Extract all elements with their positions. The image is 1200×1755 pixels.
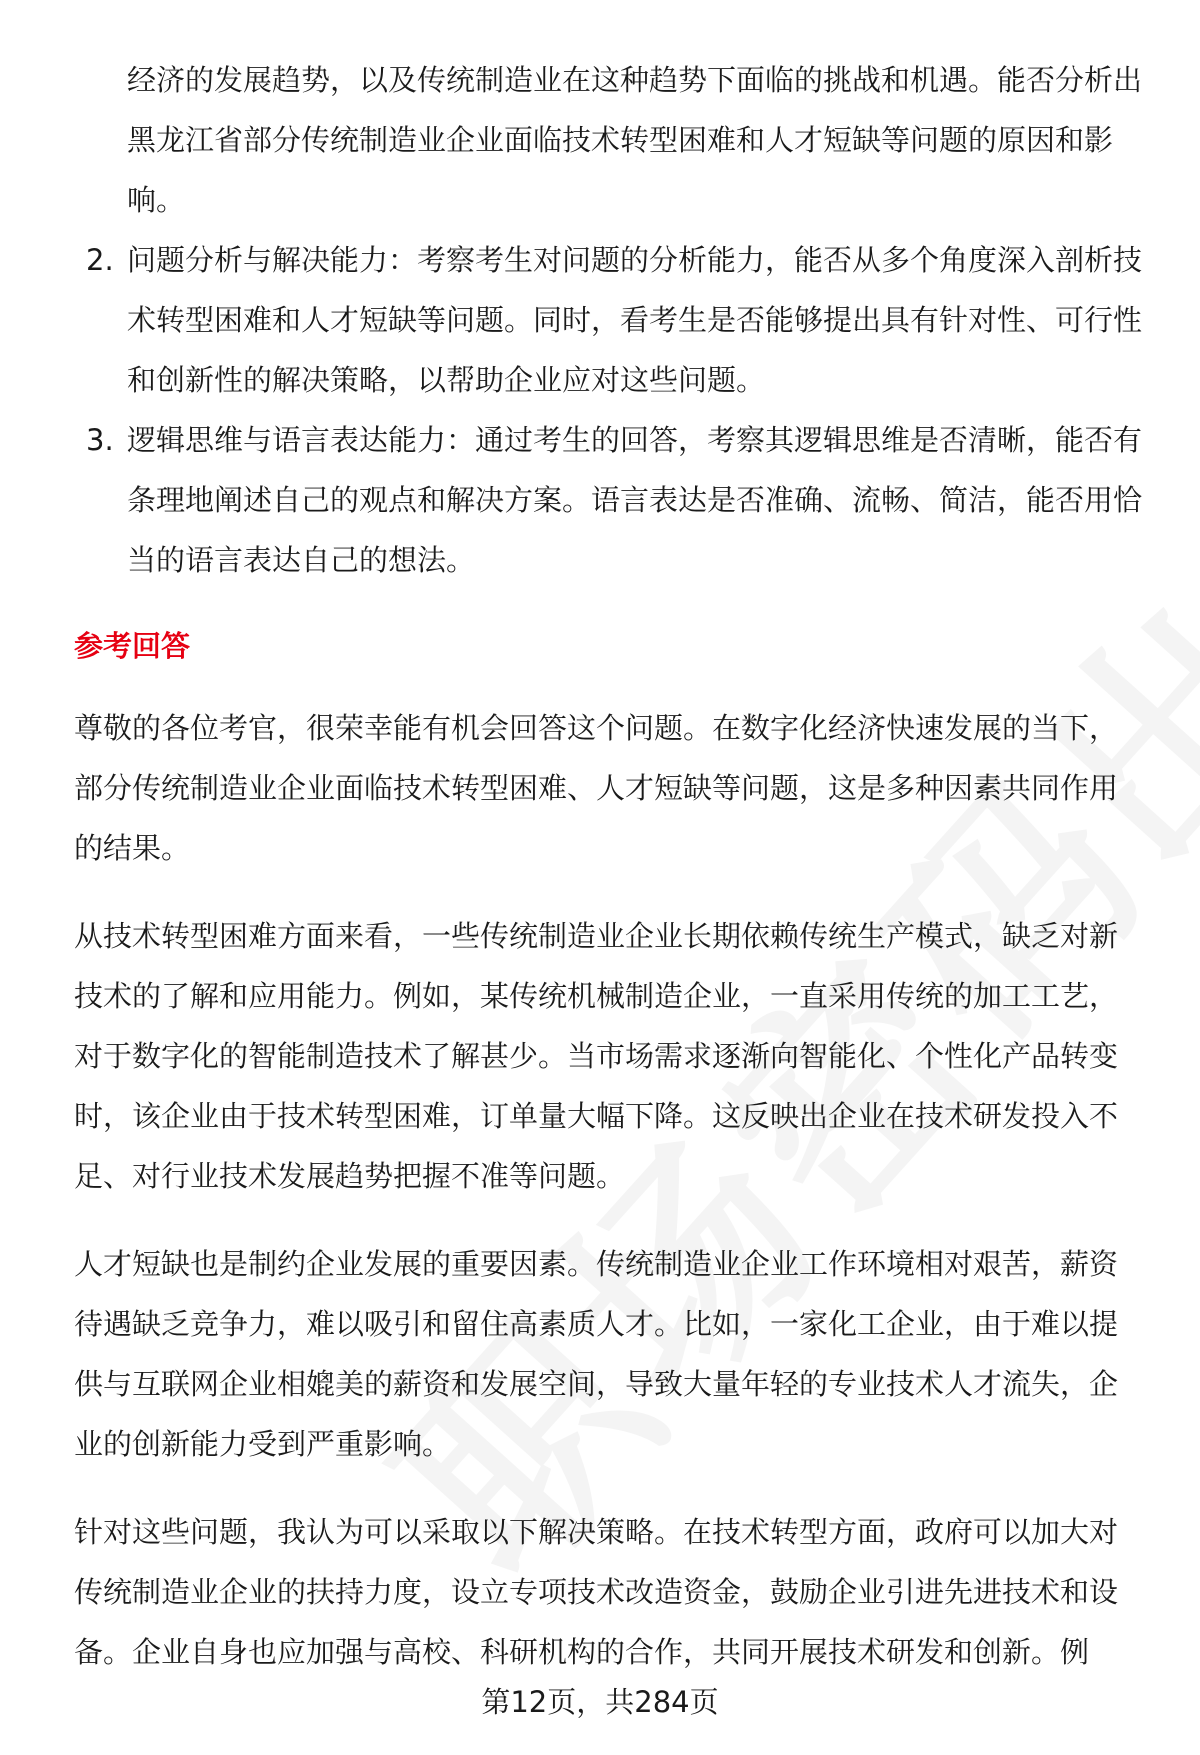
list-item-text: 逻辑思维与语言表达能力：通过考生的回答，考察其逻辑思维是否清晰，能否有条理地阐述自己的观点和解决方案。语言表达是否准确、流畅、简洁，能否用恰当的语言表达自己的想法。	[127, 423, 1143, 577]
section-title: 参考回答	[74, 629, 191, 663]
list-item-text: 问题分析与解决能力：考察考生对问题的分析能力，能否从多个角度深入剖析技术转型困难和人才短缺等问题。同时，看考生是否能够提出具有针对性、可行性和创新性的解决策略，以帮助企业应对这些问题。	[127, 243, 1143, 397]
answer-paragraph: 尊敬的各位考官，很荣幸能有机会回答这个问题。在数字化经济快速发展的当下，部分传统制造业企业面临技术转型困难、人才短缺等问题，这是多种因素共同作用的结果。	[74, 711, 1119, 865]
criteria-list	[74, 230, 1146, 590]
list-item	[74, 230, 1146, 410]
answer-paragraph: 人才短缺也是制约企业发展的重要因素。传统制造业企业工作环境相对艰苦，薪资待遇缺乏竞争力，难以吸引和留住高素质人才。比如，一家化工企业，由于难以提供与互联网企业相媲美的薪资和发展空间，导致大量年轻的专业技术人才流失，企业的创新能力受到严重影响。	[74, 1247, 1119, 1461]
answer-paragraph: 从技术转型困难方面来看，一些传统制造业企业长期依赖传统生产模式，缺乏对新技术的了解和应用能力。例如，某传统机械制造企业，一直采用传统的加工工艺，对于数字化的智能制造技术了解甚少。当市场需求逐渐向智能化、个性化产品转变时，该企业由于技术转型困难，订单量大幅下降。这反映出企业在技术研发投入不足、对行业技术发展趋势把握不准等问题。	[74, 919, 1119, 1193]
answer-paragraph: 针对这些问题，我认为可以采取以下解决策略。在技术转型方面，政府可以加大对传统制造业企业的扶持力度，设立专项技术改造资金，鼓励企业引进先进技术和设备。企业自身也应加强与高校、科研机构的合作，共同开展技术研发和创新。例	[74, 1515, 1119, 1669]
intro-continuation: 经济的发展趋势，以及传统制造业在这种趋势下面临的挑战和机遇。能否分析出黑龙江省部分传统制造业企业面临技术转型困难和人才短缺等问题的原因和影响。	[127, 63, 1143, 217]
list-item-number: 3.	[86, 423, 114, 457]
list-item	[74, 410, 1146, 590]
list-item-number: 2.	[86, 243, 114, 277]
document-page	[74, 50, 1146, 1710]
page-number: 第12页，共284页	[481, 1685, 719, 1719]
